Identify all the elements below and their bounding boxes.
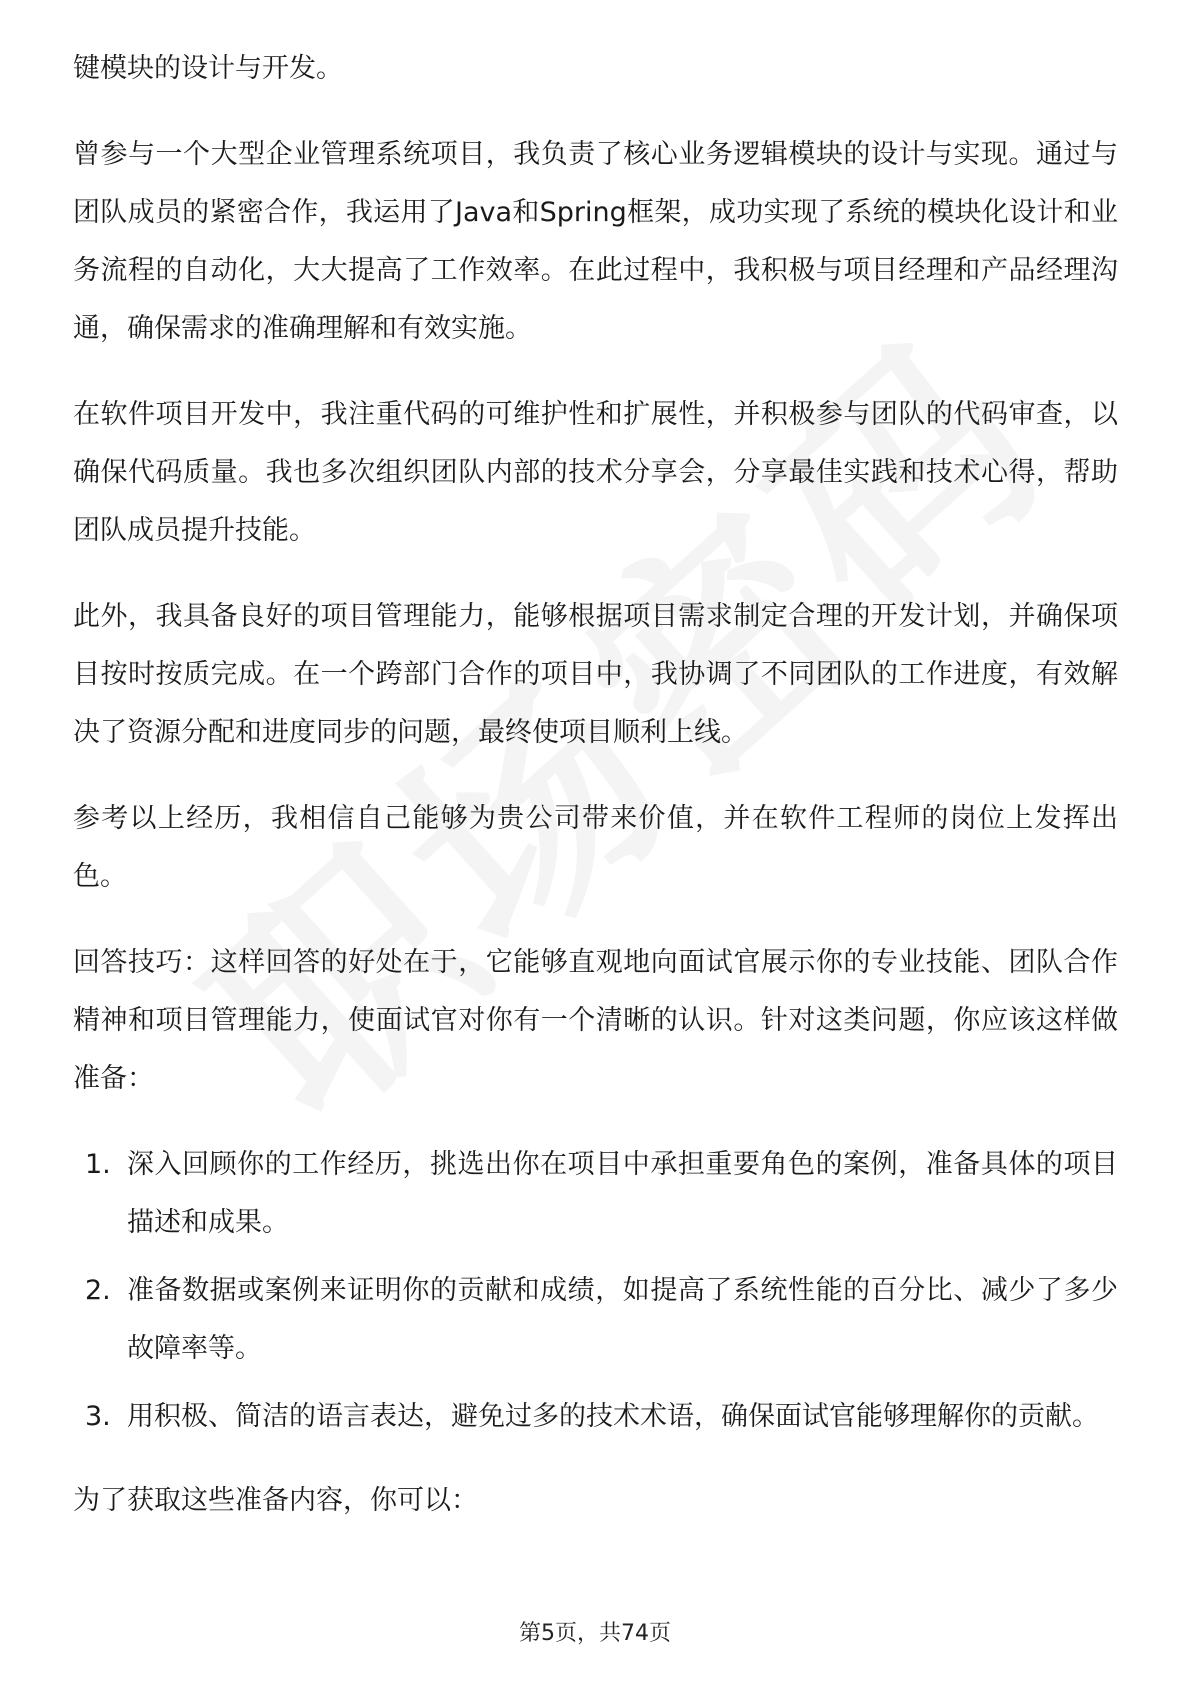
paragraph-continuation: 键模块的设计与开发。 [73, 53, 343, 84]
list-item-text: 深入回顾你的工作经历，挑选出你在项目中承担重要角色的案例，准备具体的项目描述和成果。 [127, 1149, 1118, 1238]
tips-list [73, 1136, 1118, 1446]
list-item-number: 3. [85, 1401, 111, 1432]
list-item [73, 1262, 1118, 1378]
list-item-number: 2. [85, 1275, 111, 1306]
paragraph-conclusion: 参考以上经历，我相信自己能够为贵公司带来价值，并在软件工程师的岗位上发挥出色。 [73, 803, 1118, 892]
document-body [73, 40, 1118, 1558]
paragraph-code-quality: 在软件项目开发中，我注重代码的可维护性和扩展性，并积极参与团队的代码审查，以确保代码质量。我也多次组织团队内部的技术分享会，分享最佳实践和技术心得，帮助团队成员提升技能。 [73, 399, 1118, 546]
page-number-footer: 第5页，共74页 [519, 1621, 671, 1646]
paragraph-project-management: 此外，我具备良好的项目管理能力，能够根据项目需求制定合理的开发计划，并确保项目按时按质完成。在一个跨部门合作的项目中，我协调了不同团队的工作进度，有效解决了资源分配和进度同步的问题，最终使项目顺利上线。 [73, 601, 1118, 748]
paragraph-project-experience: 曾参与一个大型企业管理系统项目，我负责了核心业务逻辑模块的设计与实现。通过与团队成员的紧密合作，我运用了Java和Spring框架，成功实现了系统的模块化设计和业务流程的自动化，大大提高了工作效率。在此过程中，我积极与项目经理和产品经理沟通，确保需求的准确理解和有效实施。 [73, 139, 1118, 344]
list-item-number: 1. [85, 1149, 111, 1180]
paragraph-answer-tips: 回答技巧：这样回答的好处在于，它能够直观地向面试官展示你的专业技能、团队合作精神和项目管理能力，使面试官对你有一个清晰的认识。针对这类问题，你应该这样做准备： [73, 947, 1118, 1094]
list-item-text: 用积极、简洁的语言表达，避免过多的技术术语，确保面试官能够理解你的贡献。 [127, 1401, 1099, 1432]
list-item [73, 1388, 1118, 1446]
paragraph-closing: 为了获取这些准备内容，你可以： [73, 1485, 478, 1516]
list-item-text: 准备数据或案例来证明你的贡献和成绩，如提高了系统性能的百分比、减少了多少故障率等。 [127, 1275, 1118, 1364]
list-item [73, 1136, 1118, 1252]
